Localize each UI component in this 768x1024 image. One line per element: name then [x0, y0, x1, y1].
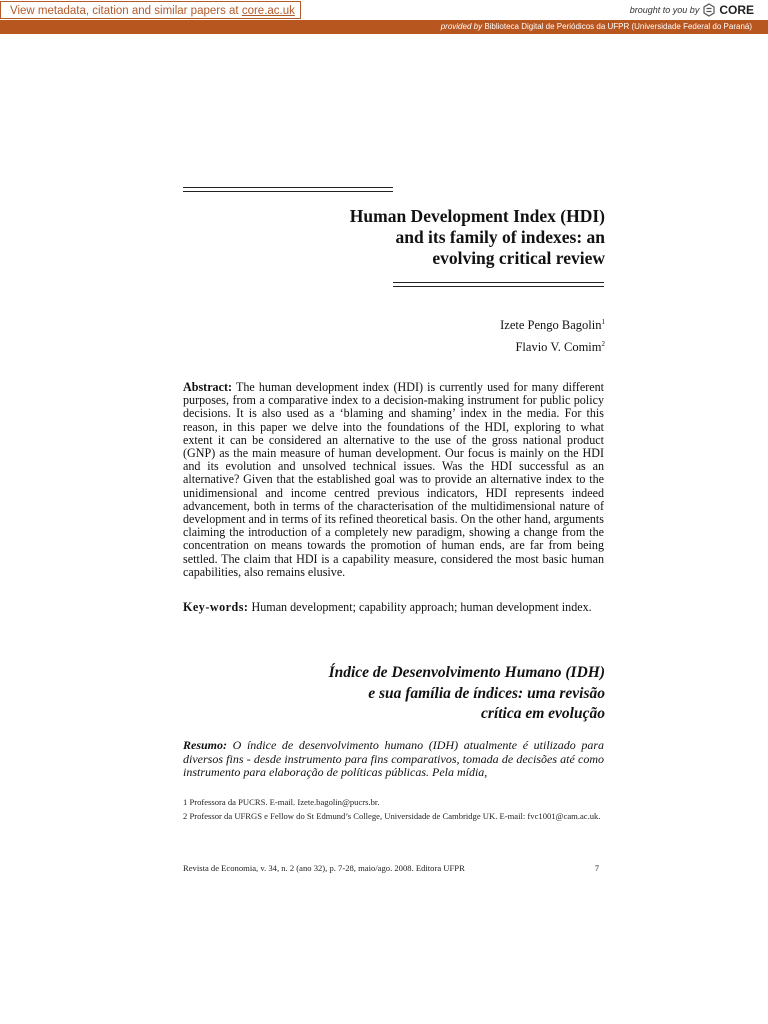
page-footer [183, 863, 599, 873]
keywords-label: Key-words: [183, 600, 249, 614]
abstract-text: The human development index (HDI) is currently used for many different purposes, from a comparative index to a decision-making instrument for public policy decisions. It is also used as a ‘blaming and shaming’ index in the media. For this reason, in this paper we delve into the foundations of the HDI, exploring to what extent it can be considered an alternative to the use of the gross national product (GNP) as the main measure of human development. Our focus is mainly on the HDI and its evolution and unsolved technical issues. Was the HDI successful as an alternative? Given that the established goal was to provide an alternative index to the unidimensional and income centred previous indicators, HDI represents indeed advancement, both in terms of the characterisation of the multidimensional nature of development and in terms of its refined theoretical basis. On the other hand, arguments claiming the introduction of a completely new paradigm, showing a change from the concentration on means towards the promotion of human ends, are far from being settled. The claim that HDI is a capability measure, considered the most basic human capabilities, also remains elusive. [183, 380, 604, 579]
portuguese-title [185, 663, 605, 725]
author [500, 313, 605, 335]
abstract-label: Abstract: [183, 380, 233, 394]
abstract [183, 381, 604, 579]
core-logo-icon [703, 3, 715, 17]
core-logo-text: CORE [719, 3, 754, 17]
resumo-label: Resumo: [183, 738, 228, 752]
brought-to-you-by[interactable] [630, 2, 754, 18]
paper-title [185, 206, 605, 269]
core-meta-prefix: View metadata, citation and similar papers at [10, 5, 242, 17]
core-top-bar [0, 0, 768, 21]
core-ac-uk-link[interactable]: core.ac.uk [241, 5, 295, 17]
keywords [183, 601, 604, 615]
title-line: Human Development Index (HDI) [349, 206, 605, 226]
author [500, 335, 605, 357]
journal-citation: Revista de Economia, v. 34, n. 2 (ano 32), p. 7-28, maio/ago. 2008. Editora UFPR [183, 863, 465, 873]
author-list [500, 313, 605, 357]
pt-title-line: crítica em evolução [481, 705, 605, 722]
title-line: and its family of indexes: an [395, 227, 605, 247]
core-metadata-link[interactable] [0, 1, 301, 19]
title-line: evolving critical review [432, 248, 605, 268]
provided-source: Biblioteca Digital de Periódicos da UFPR (Universidade Federal do Paraná) [484, 22, 752, 31]
page-number: 7 [594, 863, 599, 873]
footnote: 2 Professor da UFRGS e Fellow do St Edmund’s College, Universidade de Cambridge UK. E-mail: fvc1001@cam.ac.uk. [183, 810, 601, 821]
author-footnote-mark: 2 [601, 340, 605, 349]
author-name: Flavio V. Comim [515, 340, 602, 355]
keywords-text: Human development; capability approach; human development index. [251, 600, 592, 614]
title-decorative-rule [393, 282, 604, 287]
brought-label: brought to you by [629, 5, 700, 15]
pt-title-line: e sua família de índices: uma revisão [368, 684, 605, 702]
resumo-text: O índice de desenvolvimento humano (IDH) atualmente é utilizado para diversos fins - desde instrumento para fins comparativos, tomada de decisões até como instrumento para elaboração de políticas públicas. Pela mídia, [183, 738, 604, 779]
provided-label: provided by [440, 22, 483, 31]
pt-title-line: Índice de Desenvolvimento Humano (IDH) [328, 664, 605, 681]
author-footnote-mark: 1 [601, 318, 605, 326]
provided-by-bar[interactable] [0, 20, 768, 34]
footnotes [183, 797, 604, 824]
top-decorative-rule [183, 187, 393, 192]
footnote: 1 Professora da PUCRS. E-mail. Izete.bagolin@pucrs.br. [183, 797, 380, 807]
resumo [183, 739, 604, 780]
author-name: Izete Pengo Bagolin [500, 318, 602, 333]
